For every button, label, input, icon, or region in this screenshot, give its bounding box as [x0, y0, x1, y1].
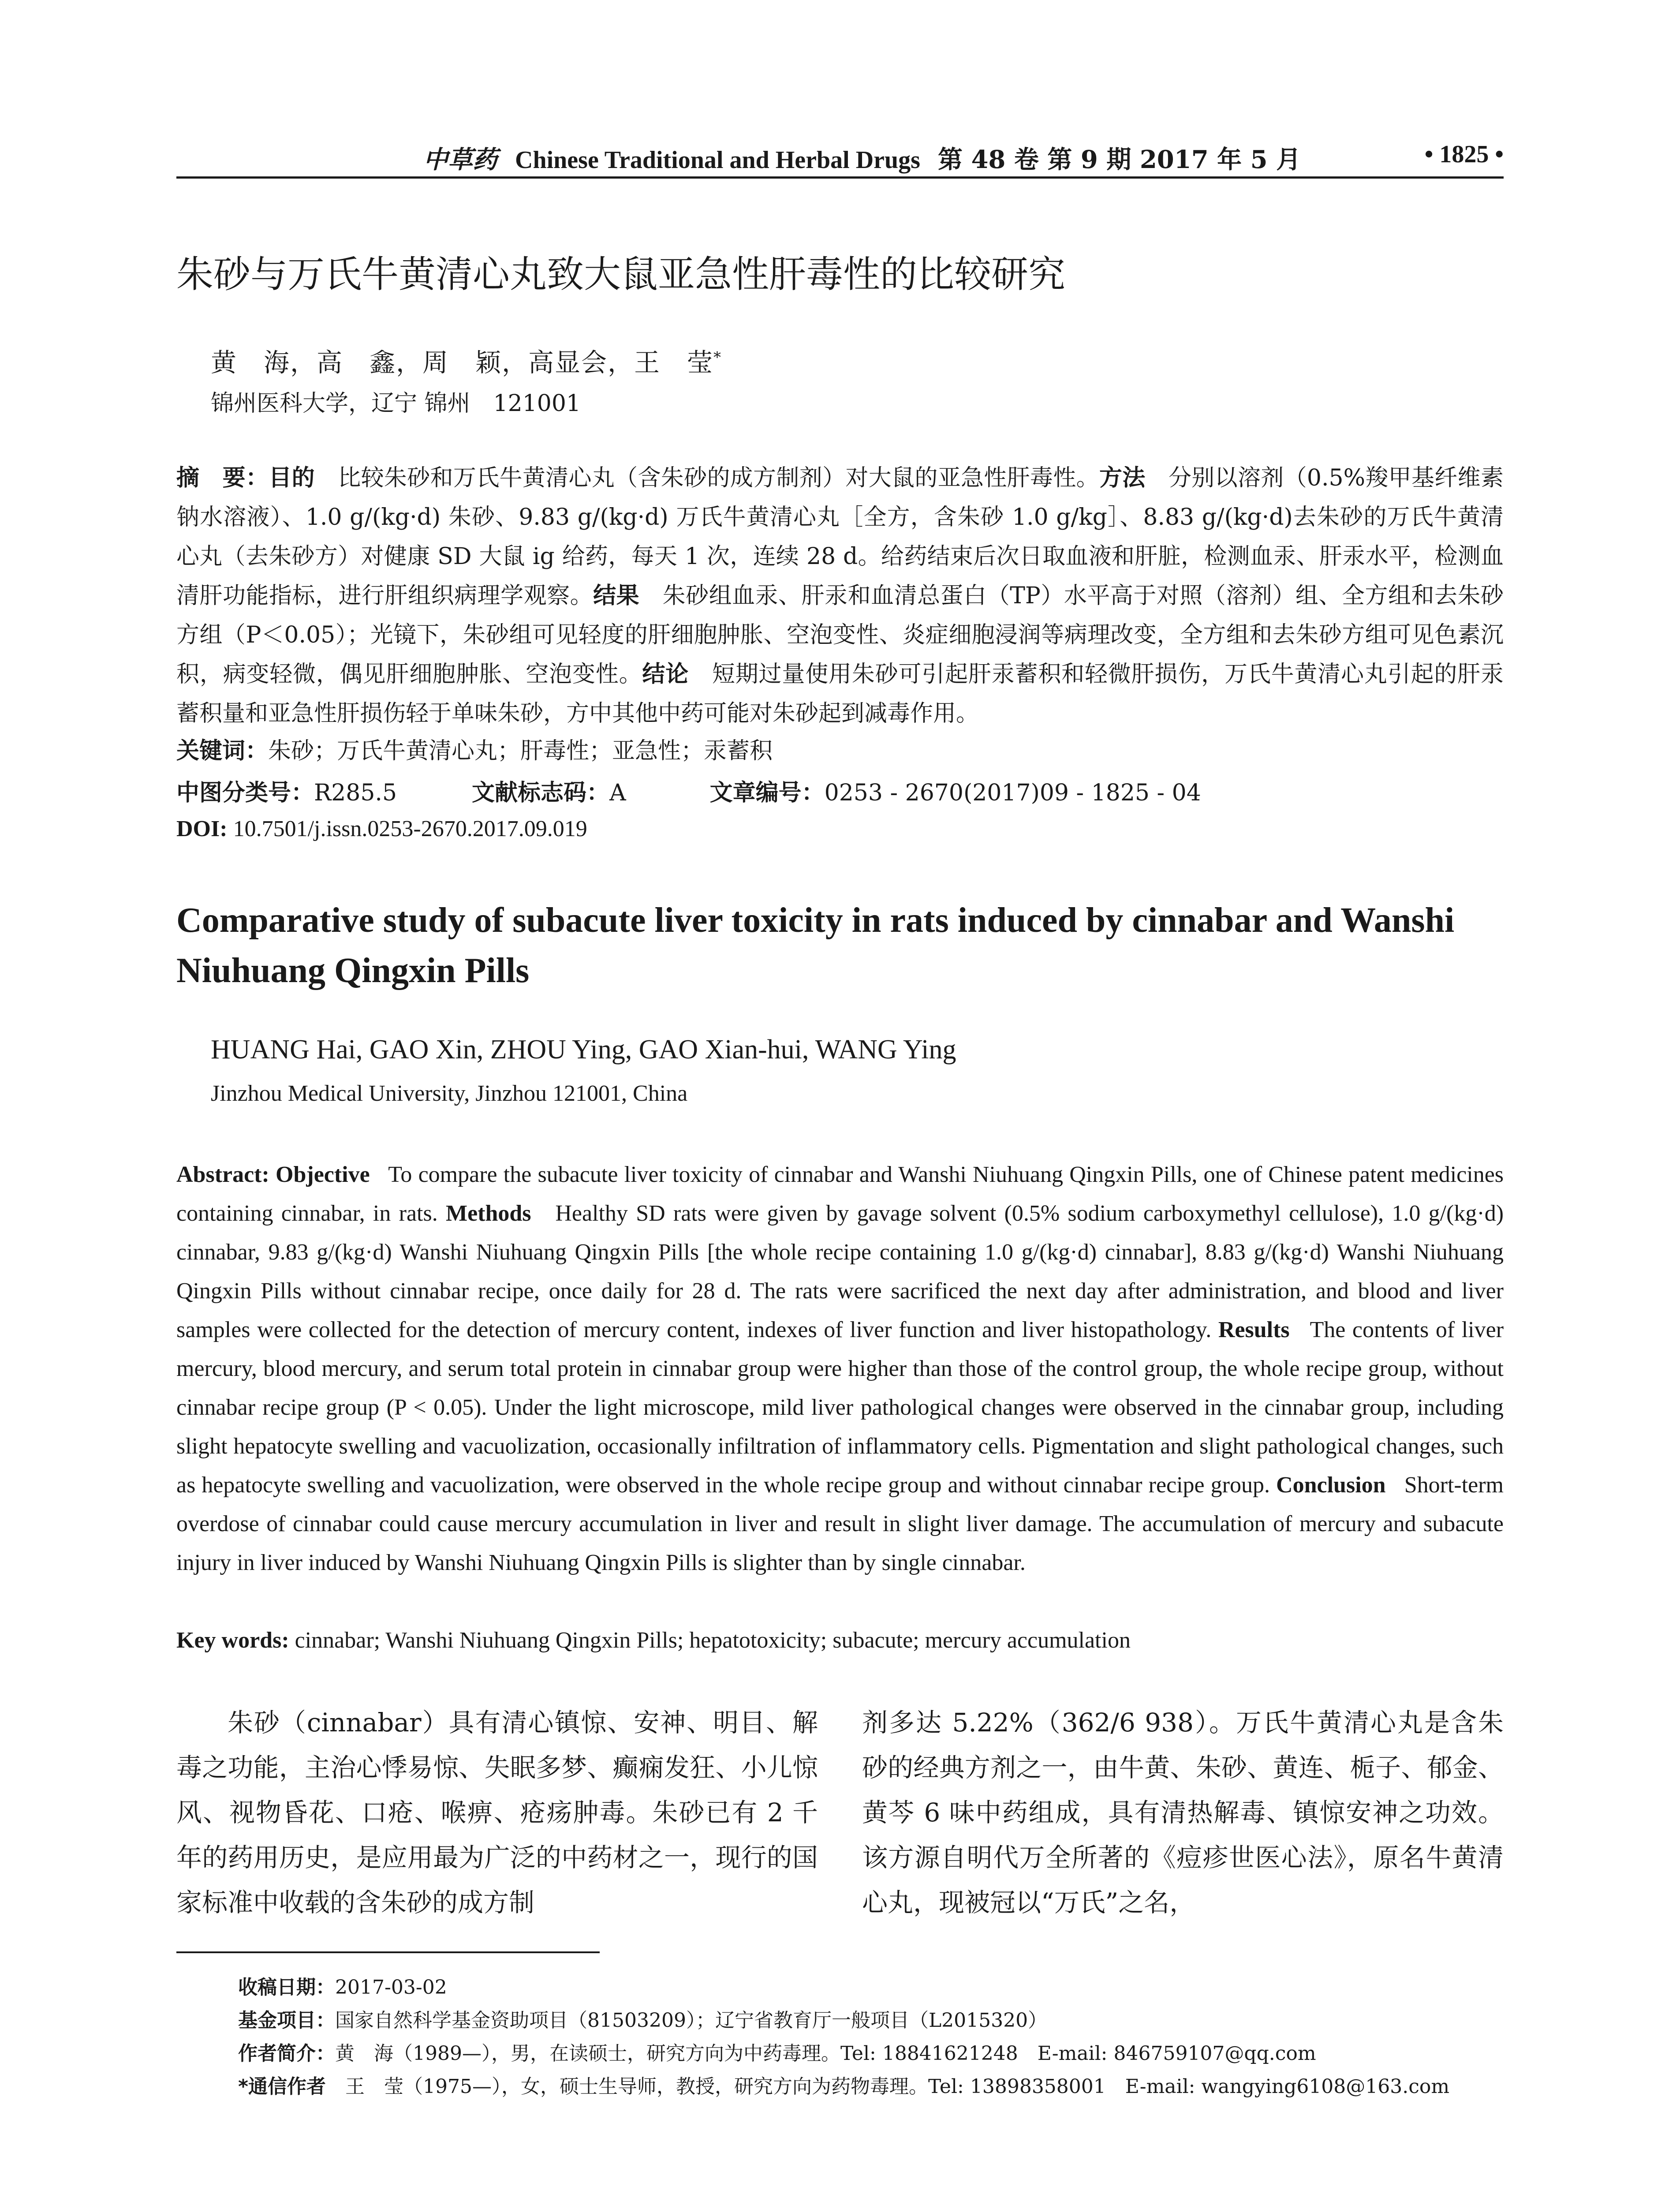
doc-code-label: 文献标志码：	[472, 780, 610, 806]
journal-name: Chinese Traditional and Herbal Drugs	[515, 146, 920, 174]
conclusion-cn: 短期过量使用朱砂可引起肝汞蓄积和轻微肝损伤，万氏牛黄清心丸引起的肝汞蓄积量和亚急性肝损伤轻于单味朱砂，方中其他中药可能对朱砂起到减毒作用。	[176, 661, 1504, 727]
abstract-cn	[176, 459, 1504, 733]
abstract-en	[176, 1155, 1504, 1582]
fund-label: 基金项目：	[238, 2009, 335, 2032]
clc-value: R285.5	[314, 780, 397, 806]
footnote-author	[238, 2037, 1316, 2066]
abstract-cn-label: 摘 要：	[176, 465, 269, 491]
methods-cn-label: 方法	[1099, 465, 1146, 491]
body-column-left: 朱砂（cinnabar）具有清心镇惊、安神、明目、解毒之功能，主治心悸易惊、失眠多梦、癫痫发狂、小儿惊风、视物昏花、口疮、喉痹、疮疡肿毒。朱砂已有 2 千年的药用历史，是应用最为广泛的中药材之一，现行的国家标准中收载的含朱砂的成方制	[176, 1708, 818, 1917]
affiliation-cn: 锦州医科大学，辽宁 锦州 121001	[211, 390, 581, 417]
header-rule	[176, 176, 1504, 179]
results-en-label: Results	[1218, 1317, 1290, 1342]
doi-line	[176, 816, 587, 842]
article-no-value: 0253 - 2670(2017)09 - 1825 - 04	[824, 780, 1201, 806]
page-number: • 1825 •	[1424, 141, 1504, 168]
running-header	[176, 140, 1504, 180]
author-bio-value: 黄 海（1989—），男，在读硕士，研究方向为中药毒理。Tel: 18841621248 E-mail: 846759107@qq.com	[335, 2042, 1316, 2065]
objective-en: To compare the subacute liver toxicity of cinnabar and Wanshi Niuhuang Qingxin Pills, one of Chinese patent medicines containing cinnabar, in rats.	[176, 1162, 1504, 1226]
keywords-en-label: Key words:	[176, 1628, 289, 1653]
objective-cn-label: 目的	[269, 465, 315, 491]
methods-en-label: Methods	[445, 1201, 531, 1226]
affiliation-en: Jinzhou Medical University, Jinzhou 121001, China	[211, 1081, 688, 1106]
methods-cn: 分别以溶剂（0.5%羧甲基纤维素钠水溶液）、1.0 g/(kg·d) 朱砂、9.83 g/(kg·d) 万氏牛黄清心丸［全方，含朱砂 1.0 g/kg］、8.83 g/(kg·d)去朱砂的万氏牛黄清心丸（去朱砂方）对健康 SD 大鼠 ig 给药，每天 1 次，连续 28 d。给药结束后次日取血液和肝脏，检测血汞、肝汞水平，检测血清肝功能指标，进行肝组织病理学观察。	[176, 465, 1504, 609]
corresponding-value: 王 莹（1975—），女，硕士生导师，教授，研究方向为药物毒理。Tel: 13898358001 E-mail: wangying6108@163.com	[345, 2075, 1450, 2098]
title-en: Comparative study of subacute liver toxicity in rats induced by cinnabar and Wanshi Niuhuang Qingxin Pills	[176, 901, 1455, 990]
clc-label: 中图分类号：	[176, 780, 314, 806]
journal-issue: 第 48 卷 第 9 期 2017 年 5 月	[937, 145, 1301, 174]
doc-code-value: A	[609, 780, 626, 806]
authors-cn-names: 黄 海，高 鑫，周 颖，高显会，王 莹	[211, 348, 714, 377]
conclusion-cn-label: 结论	[642, 661, 689, 688]
conclusion-en-label: Conclusion	[1276, 1472, 1386, 1498]
footnote-received	[238, 1971, 447, 1999]
objective-cn: 比较朱砂和万氏牛黄清心丸（含朱砂的成方制剂）对大鼠的亚急性肝毒性。	[338, 465, 1099, 491]
keywords-en-text: cinnabar; Wanshi Niuhuang Qingxin Pills; hepatotoxicity; subacute; mercury accumulation	[295, 1628, 1131, 1653]
keywords-en	[176, 1627, 1131, 1653]
received-label: 收稿日期：	[238, 1976, 335, 1999]
classification-line	[176, 774, 1201, 807]
keywords-cn-text: 朱砂；万氏牛黄清心丸；肝毒性；亚急性；汞蓄积	[268, 738, 773, 764]
objective-en-label: Objective	[276, 1162, 370, 1187]
conclusion-en: Short-term overdose of cinnabar could cause mercury accumulation in liver and result in slight liver damage. The accumulation of mercury and subacute injury in liver induced by Wanshi Niuhuang Qingxin Pills is slighter than by single cinnabar.	[176, 1472, 1504, 1575]
author-bio-label: 作者简介：	[238, 2042, 335, 2065]
doi-value[interactable]: 10.7501/j.issn.0253-2670.2017.09.019	[233, 816, 587, 841]
abstract-en-label: Abstract:	[176, 1162, 269, 1187]
article-no-label: 文章编号：	[709, 780, 825, 806]
results-cn: 朱砂组血汞、肝汞和血清总蛋白（TP）水平高于对照（溶剂）组、全方组和去朱砂方组（P＜0.05）；光镜下，朱砂组可见轻度的肝细胞肿胀、空泡变性、炎症细胞浸润等病理改变，全方组和去朱砂方组可见色素沉积，病变轻微，偶见肝细胞肿胀、空泡变性。	[176, 583, 1504, 688]
footnote-fund	[238, 2004, 1047, 2033]
results-en: The contents of liver mercury, blood mercury, and serum total protein in cinnabar group were higher than those of the control group, the whole recipe group, without cinnabar recipe group (P < 0.05). Under the light microscope, mild liver pathological changes were observed in the cinnabar group, including slight hepatocyte swelling and vacuolization, occasionally infiltration of inflammatory cells. Pigmentation and slight pathological changes, such as hepatocyte swelling and vacuolization, were observed in the whole recipe group and without cinnabar recipe group.	[176, 1317, 1504, 1498]
footnote-corresponding	[238, 2070, 1449, 2099]
header-left	[423, 140, 1301, 176]
authors-en: HUANG Hai, GAO Xin, ZHOU Ying, GAO Xian-hui, WANG Ying	[211, 1035, 956, 1065]
journal-logo: 中草药	[423, 145, 497, 174]
results-cn-label: 结果	[593, 583, 640, 609]
corresponding-label: *通信作者	[238, 2075, 326, 2098]
fund-value: 国家自然科学基金资助项目（81503209）；辽宁省教育厅一般项目（L2015320）	[335, 2009, 1048, 2032]
authors-cn	[211, 342, 722, 379]
doi-label: DOI:	[176, 816, 228, 841]
body-column-right: 剂多达 5.22%（362/6 938）。万氏牛黄清心丸是含朱砂的经典方剂之一，由牛黄、朱砂、黄连、栀子、郁金、黄芩 6 味中药组成，具有清热解毒、镇惊安神之功效。该方源自明代万全所著的《痘疹世医心法》，原名牛黄清心丸，现被冠以“万氏”之名，	[862, 1708, 1504, 1917]
keywords-cn	[176, 732, 773, 765]
received-value: 2017-03-02	[335, 1976, 447, 1999]
corresponding-mark: *	[713, 348, 722, 366]
title-cn: 朱砂与万氏牛黄清心丸致大鼠亚急性肝毒性的比较研究	[176, 253, 1066, 296]
methods-en: Healthy SD rats were given by gavage solvent (0.5% sodium carboxymethyl cellulose), 1.0 g/(kg·d) cinnabar, 9.83 g/(kg·d) Wanshi Niuhuang Qingxin Pills [the whole recipe containing 1.0 g/(kg·d) cinnabar], 8.83 g/(kg·d) Wanshi Niuhuang Qingxin Pills without cinnabar recipe, once daily for 28 d. The rats were sacrificed the next day after administration, and blood and liver samples were collected for the detection of mercury content, indexes of liver function and liver histopathology.	[176, 1201, 1504, 1342]
keywords-cn-label: 关键词：	[176, 738, 269, 764]
footnote-rule	[176, 1951, 600, 1953]
